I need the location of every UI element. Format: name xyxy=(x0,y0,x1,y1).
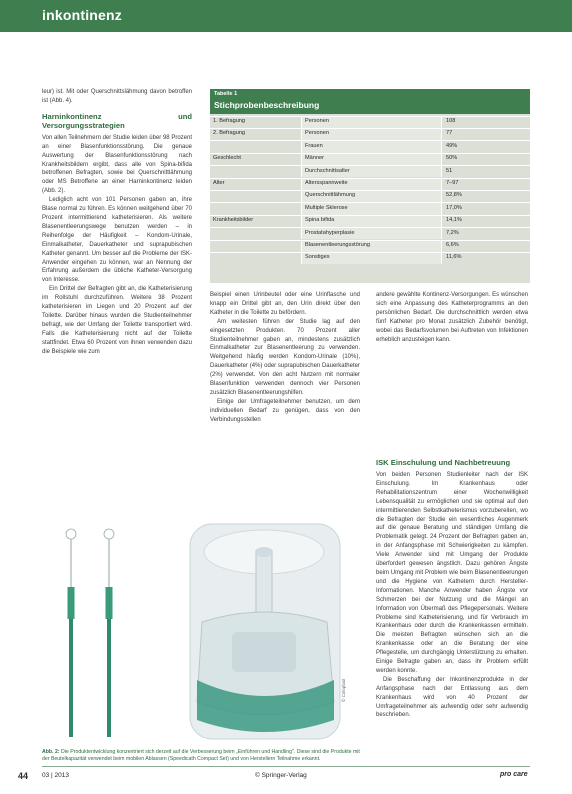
table-row xyxy=(210,240,530,252)
table-cell-item: Personen xyxy=(301,128,441,140)
table-cell-value: 77 xyxy=(441,128,530,140)
table-cell-item: Altersspannweite xyxy=(301,178,441,190)
table-row-divider xyxy=(210,140,530,141)
paragraph: Die Beschaffung der Inkontinenzprodukte in der Anfangsphase nach der Entlassung aus dem Krankenhaus wird von 40 Prozent der Umfrageteilnehmer als aufwendig oder sehr aufwendig beschrieben. xyxy=(376,676,528,719)
text-column-2 xyxy=(210,291,360,425)
subheading: ISK Einschulung und Nachbetreuung xyxy=(376,458,511,467)
figure-caption xyxy=(42,749,368,762)
table-cell-group xyxy=(213,190,303,202)
table-cell-group xyxy=(213,228,303,240)
table-row-divider xyxy=(210,165,530,166)
section-title: inkontinenz xyxy=(42,7,122,23)
table-cell-value: 49% xyxy=(441,141,530,153)
paragraph: Am weitesten führen der Studie lag auf den eingesetzten Produkten. 70 Prozent aller Studienteilnehmer gaben an, mindestens zusätzlich Einmalkatheter zur Blasenentleerung zu verwenden. Weitgehend häufig werden Kondom-Urinale (10%), Dauerkatheter (4%) oder suprapubischen Dauerkatheter (2%) verwendet. Von den acht Nutzern mit normaler Blasenfunktion verwenden dennoch vier Personen zusätzlich Blasenentleerungshilfen. xyxy=(210,318,360,396)
table-cell-group xyxy=(213,166,303,178)
table-row xyxy=(210,228,530,240)
table-cell-group xyxy=(213,203,303,215)
table-row xyxy=(210,215,530,227)
table-row-divider xyxy=(210,202,530,203)
table-row-divider xyxy=(210,128,530,129)
table-row xyxy=(210,252,530,264)
table-cell-item: Männer xyxy=(301,153,441,165)
compact-set-package-image xyxy=(190,524,346,739)
table-cell-value: 50% xyxy=(441,153,530,165)
table-cell-value: 14,1% xyxy=(441,215,530,227)
subheading: Harninkontinenz und Versorgungsstrategien xyxy=(42,111,192,130)
table-cell-value: 52,8% xyxy=(441,190,530,202)
table-cell-value: 6,6% xyxy=(441,240,530,252)
footer-divider xyxy=(42,766,530,767)
table-row xyxy=(210,141,530,153)
table-cell-item: Sonstiges xyxy=(301,252,441,264)
table-cell-value: 7,2% xyxy=(441,228,530,240)
table-cell-group: Krankheitsbilder xyxy=(213,217,254,224)
table-row-divider xyxy=(210,116,530,117)
paragraph: Beispiel einen Urinbeutel oder eine Urinflasche und knapp ein Drittel gibt an, den Urin direkt über den Katheter in die Toilette zu befördern. xyxy=(210,292,360,316)
text-column-3-lower xyxy=(376,452,528,720)
paragraph: Von allen Teilnehmern der Studie leiden über 98 Prozent an einer Blasenfunktionsstörung. Die genaue Auswertung der Blasenfunktionsstörung nach Krankheitsbildern ergibt, dass alle von Spina-bifida betroffenen Befragten, sowie bei Querschnittlähmung oder MS Betroffene an einer Harninkontinenz leiden (Abb. 2). xyxy=(42,134,192,195)
text-column-1 xyxy=(42,88,192,356)
sample-description-table xyxy=(210,89,530,283)
table-cell-item: Personen xyxy=(301,116,441,128)
table-cell-value: 17,0% xyxy=(441,203,530,215)
section-header-bar xyxy=(0,0,572,32)
table-cell-item: Spina bifida xyxy=(301,215,441,227)
table-cell-value: 11,6% xyxy=(441,252,530,264)
table-title: Stichprobenbeschreibung xyxy=(214,100,320,110)
table-row-divider xyxy=(210,252,530,253)
table-row-divider xyxy=(210,215,530,216)
paragraph: Lediglich acht von 101 Personen gaben an, ihre Blase normal zu führen. Es können weitgehend über 70 Prozent intermittierend katheterisieren. Als weitere Blasenentleerungswege benutzen werden – in Reihenfolge der Häufigkeit – Kondom-Urinale, Einmalkatheter, Dauerkatheter und suprapubischen Katheter genannt. Um besser auf die Probleme der ISK-Anwender eingehen zu können, war an Nennung der Erfahrung außerdem die übliche Katheter-Versorgung von Interesse. xyxy=(42,197,192,284)
paragraph: Ein Drittel der Befragten gibt an, die Katheterisierung im Rollstuhl durchzuführen. Weitere 38 Prozent katheterisieren im Liegen und 20 Prozent auf der Toilette. Darüber hinaus wurden die Studienteilnehmer befragt, wie der Umfang der Toilette transportiert wird. Falls die Katheterisierung nicht auf der Toilette stattfindet. Etwa 60 Prozent von ihnen verwenden dazu die Beispiele wie zum xyxy=(42,286,192,355)
table-cell-item: Frauen xyxy=(301,141,441,153)
table-row-divider xyxy=(210,227,530,228)
table-row-divider xyxy=(210,190,530,191)
paragraph: Von beiden Personen Studienleiter nach der ISK Einschulung. Im Krankenhaus oder Rehabilitationszentrum einer Wochenwilligkeit Lebensqualität zu ermöglichen und sie optimal auf den intermittierenden Selbstkatheterismus vorzubereiten, wo die Befragten der Studie ein wesentliches Augenmerk auf die genaue Beratung und ständigen Umfang die Problematik gelegt. 24 Prozent der Befragten gaben an, in der Anfangsphase mit Schwierigkeiten zu kämpfen. Viele Anwender sind mit Umgang der Produkte überfordert gewesen ängstlich. Dazu gehören Ängste beim Umgang mit Problem wie beim Blasenentleerungen und die Hygiene von Kathetern durch Hersteller-Informationen. Manche Anwender haben Ängste vor Schmerzen bei der Nutzung und die Mängel an Information von Übermaß des Pflegepersonals. Weitere Probleme sind Katheterisierung, und für Verbrauch im Krankenhaus oder durch die Krankenkassen ermitteln. Die meisten Befragten wünschen sich an die Krankenkasse oder an die Beratung der eine Pflegestelle, um durchgängig Unterstützung zu erhalten. Einige Befragte gaben an, dass ihr Problem erfüllt werden konnte. xyxy=(376,472,528,674)
table-row-divider xyxy=(210,153,530,154)
catheter-image-2 xyxy=(104,529,114,737)
table-cell-group xyxy=(213,141,303,153)
publisher: © Springer-Verlag xyxy=(255,772,307,779)
table-cell-group xyxy=(213,240,303,252)
table-row xyxy=(210,190,530,202)
table-cell-group: 2. Befragung xyxy=(213,130,246,137)
table-cell-value: 51 xyxy=(441,166,530,178)
paragraph: andere gewählte Kontinenz-Versorgungen. Es wünschen sich eine Anpassung des Katheterprogramms an den persönlichen Bedarf. Die durchschnittlich werden etwa fünf Katheter pro Monat zusätzlich Zubehör benötigt, wobei das Bedarfsvolumen bei Auftreten von Infektionen erheblich anzusteigen kann. xyxy=(376,292,528,343)
table-row xyxy=(210,203,530,215)
table-header xyxy=(210,89,530,114)
photo-credit: © Coloplast xyxy=(341,678,346,702)
table-cell-item: Prostatahyperplasie xyxy=(301,228,441,240)
table-cell-item: Querschnittlähmung xyxy=(301,190,441,202)
table-row xyxy=(210,116,530,128)
table-row xyxy=(210,166,530,178)
table-row xyxy=(210,178,530,190)
table-row xyxy=(210,128,530,140)
table-cell-value: 108 xyxy=(441,116,530,128)
page-number: 44 xyxy=(18,771,29,781)
catheter-image-1 xyxy=(66,529,76,737)
text-column-3 xyxy=(376,291,528,344)
caption-label: Abb. 2: xyxy=(42,749,60,755)
table-cell-item: Multiple Sklerose xyxy=(301,203,441,215)
caption-text: Die Produktentwicklung konzentriert sich derzeit auf die Verbesserung beim „Einführen und Handling". Diese sind die Produkte mit der Beutelkapazität verwendet beim mobilen Ablassen (Speedicath Compact Set) und von Herstellern Teilnahme erkannt. xyxy=(42,749,360,762)
paragraph: leur) ist. Mit oder Querschnittslähmung davon betroffen ist (Abb. 4). xyxy=(42,89,192,104)
table-cell-group xyxy=(213,252,303,264)
table-cell-group: Geschlecht xyxy=(213,155,241,162)
journal-brand: pro care xyxy=(500,771,528,778)
table-cell-item: Durchschnittsalter xyxy=(301,166,441,178)
table-row-divider xyxy=(210,178,530,179)
product-photo xyxy=(42,512,370,749)
table-cell-item: Blasenentleerungsstörung xyxy=(301,240,441,252)
paragraph: Einige der Umfrageteilnehmer benutzen, um dem individuellen Bedarf zu genügen, dass von den Verbindungsstellen xyxy=(210,398,360,423)
table-label: Tabelle 1 xyxy=(214,91,238,97)
table-row xyxy=(210,153,530,165)
table-cell-group: Alter xyxy=(213,180,225,186)
table-cell-group: 1. Befragung xyxy=(213,118,246,124)
table-cell-value: 7–97 xyxy=(441,178,530,190)
issue-number: 03 | 2013 xyxy=(42,772,69,779)
catheter-products-illustration xyxy=(42,512,370,749)
table-row-divider xyxy=(210,240,530,241)
